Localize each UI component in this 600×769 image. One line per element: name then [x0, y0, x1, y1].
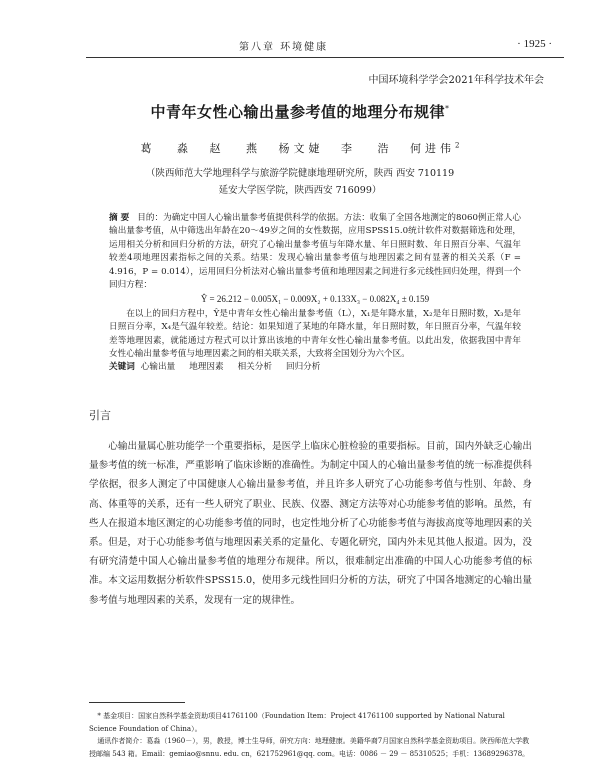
abstract-text: 目的：为确定中国人心输出量参考值提供科学的依据。方法：收集了全国各地测定的8060例正常人心输出量参考值，从中筛选出年龄在20～49岁之间的女性数据，应用SPSS15.0统计软件对数据筛选和处理，运用相关分析和回归分析的方法，研究了心输出量参考值与年降水量、年日照时数、年日照百分率、气温年较差4项地理因素指标之间的关系。结果：发现心输出量参考值与地理因素之间有显著的相关关系（F = 4.916，P = 0.014），运用回归分析法对心输出量参考值和地理因素之间进行多元线性回归处理，得到一个回归方程： [109, 213, 521, 291]
footnote: 通讯作者简介：葛淼（1960－），男，教授，博士生导师，研究方向：地理健康。美籍华裔7月国家自然科学基金资助项目。陕西师范大学教授邮编 543 箱。Email：gemiao@snnu. edu. cn，621752961@qq. com。电话：0086 － 29 － 85310525；手机：13689296378。 [89, 737, 530, 758]
body-text [89, 437, 532, 610]
conference-name: 中国环境科学学会2021年科学技术年会 [368, 75, 544, 86]
header-rule [86, 57, 564, 58]
footnote-rule [89, 702, 185, 703]
footnotes [89, 710, 532, 760]
chapter-title: 第八章 环境健康 [239, 42, 329, 53]
section-heading: 引言 [89, 409, 111, 422]
author-list [0, 140, 600, 156]
body-paragraph: 心输出量属心脏功能学一个重要指标，是医学上临床心脏检验的重要指标。目前，国内外缺乏心输出量参考值的统一标准，严重影响了临床诊断的准确性。为制定中国人的心输出量参考值的统一标准提供科学依据，很多人测定了中国健康人心输出量参考值，并且许多人研究了心功能参考值与性别、年龄、身高、体重等的关系，还有一些人研究了职业、民族、仪器、测定方法等对心功能参考值的影响。虽然，有些人在报道本地区测定的心功能参考值的同时，也定性地分析了心功能参考值与海拔高度等地理因素的关系。但是，对于心功能参考值与地理因素关系的定量化、专题化研究，国内外未见其他人报道。因为，没有研究清楚中国人心输出量参考值的地理分布规律。所以，很难制定出准确的中国人心功能参考值的标准。本文运用数据分析软件SPSS15.0，使用多元线性回归分析的方法，研究了中国各地测定的心输出量参考值与地理因素的关系，发现有一定的规律性。 [89, 441, 532, 606]
keywords-label: 关键词 [109, 362, 135, 373]
affiliation-line: 延安大学医学院，陕西西安 716099） [218, 185, 382, 196]
keyword: 相关分析 [237, 362, 272, 373]
author-name: 李 浩 [341, 142, 393, 155]
paper-title [0, 101, 600, 122]
keywords [109, 361, 521, 374]
author-name: 何进伟 [410, 142, 456, 155]
paper-title-text: 中青年女性心输出量参考值的地理分布规律 [150, 103, 445, 121]
page-number: · 1925 · [517, 38, 552, 50]
keyword: 心输出量 [140, 362, 176, 373]
author-name: 赵 燕 [209, 142, 262, 155]
affiliations [0, 165, 600, 199]
abstract [109, 212, 521, 375]
keyword: 回归分析 [285, 362, 321, 373]
running-head [24, 38, 576, 52]
footnote: * 基金项目：国家自然科学基金资助项目41761100（Foundation Item：Project 41761100 supported by National Natural Science Foundation of China）。 [89, 712, 505, 733]
regression-formula: Ŷ = 26.212 − 0.005X₁ − 0.009X₂ + 0.133X₃ − 0.082X₄ ± 0.159 [200, 294, 430, 305]
author-name: 杨文婕 [278, 142, 324, 155]
abstract-paragraph: 在以上的回归方程中，Ŷ是中青年女性心输出量参考值（L），X₁是年降水量，X₂是年日照时数，X₃是年日照百分率，X₄是气温年较差。结论：如果知道了某地的年降水量，年日照时数，年日照百分率，气温年较差等地理因素，就能通过方程式可以计算出该地的中青年女性心输出量参考值。以此出发，依据我国中青年女性心输出量参考值与地理因素之间的相关联关系，大致将全国划分为六个区。 [109, 308, 521, 360]
abstract-paragraph [109, 212, 521, 292]
abstract-label: 摘 要 [109, 213, 130, 223]
affiliation-line: （陕西师范大学地理科学与旅游学院健康地理研究所，陕西 西安 710119 [145, 168, 455, 179]
keyword: 地理因素 [189, 362, 224, 373]
author-name: 葛 淼 [140, 142, 193, 155]
author-affiliation-marker: 2 [455, 141, 460, 150]
title-footnote-marker: * [445, 104, 450, 113]
